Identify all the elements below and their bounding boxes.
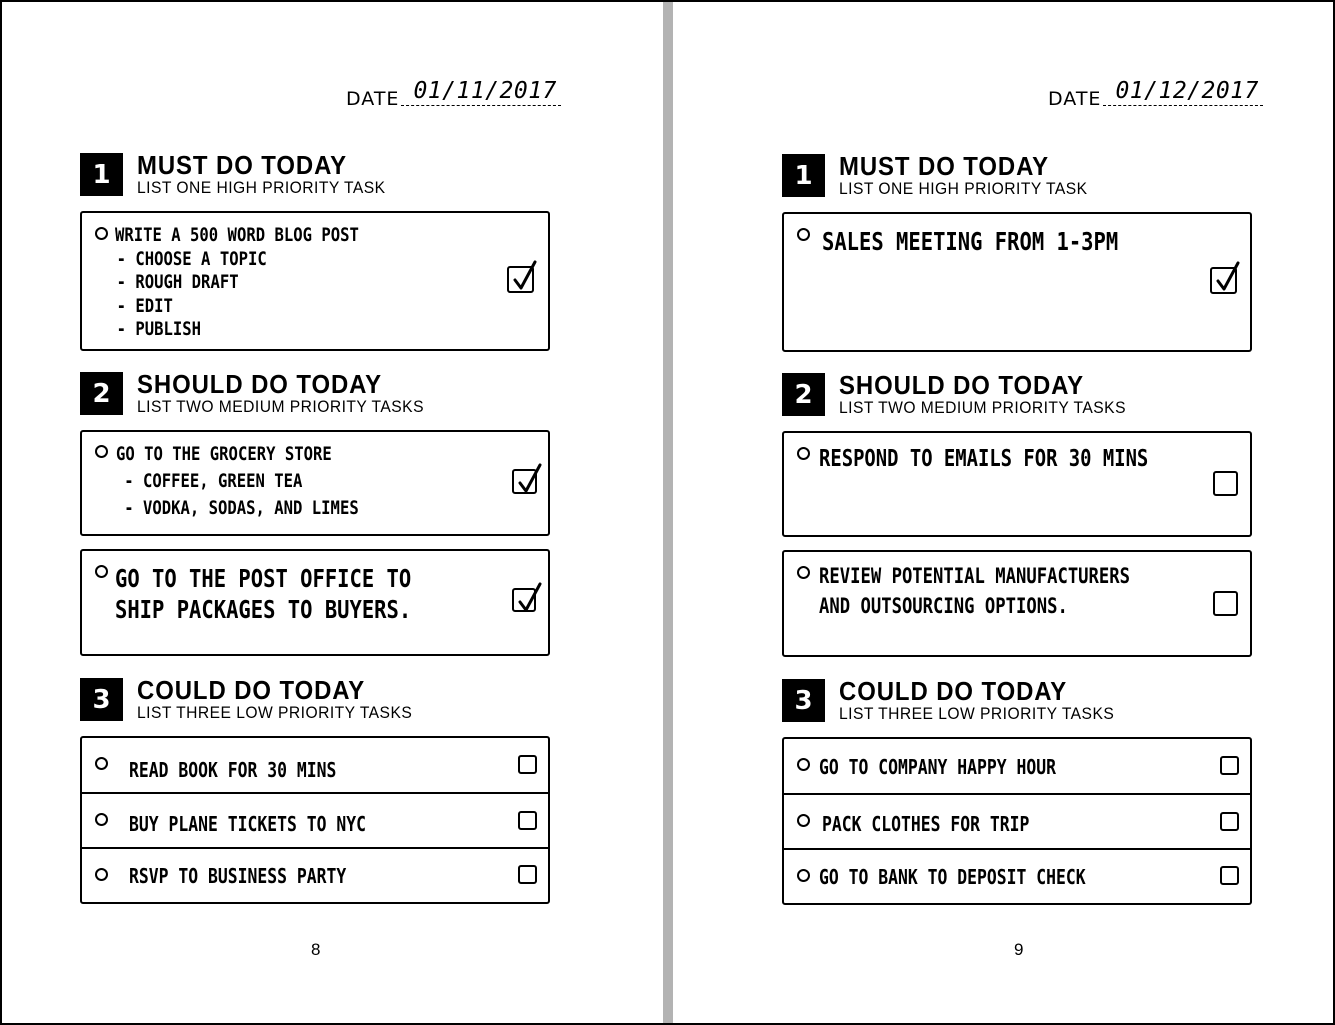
- section-subtitle: LIST THREE LOW PRIORITY TASKS: [839, 704, 1115, 723]
- section-number-badge: 1: [80, 153, 123, 196]
- list-item[interactable]: [82, 738, 548, 794]
- list-item[interactable]: [784, 850, 1250, 906]
- page-left: [2, 2, 661, 1023]
- task-line: REVIEW POTENTIAL MANUFACTURERS: [819, 564, 1131, 588]
- list-item[interactable]: [82, 849, 548, 905]
- check-mark-icon: [1214, 259, 1244, 295]
- list-item[interactable]: [784, 739, 1250, 795]
- section-could-header: [80, 677, 436, 723]
- section-number-badge: 2: [80, 372, 123, 415]
- section-title: COULD DO TODAY: [137, 675, 366, 705]
- date-line[interactable]: [401, 76, 561, 106]
- task-line: - ROUGH DRAFT: [116, 271, 239, 293]
- section-title: SHOULD DO TODAY: [839, 370, 1085, 400]
- task-text: [115, 563, 411, 625]
- bullet-circle: [797, 566, 810, 579]
- task-checkbox[interactable]: [1220, 866, 1239, 885]
- section-should-header: [782, 372, 1151, 418]
- task-checkbox[interactable]: [1210, 267, 1237, 294]
- task-box-must[interactable]: [782, 212, 1252, 352]
- task-line: SHIP PACKAGES TO BUYERS.: [115, 595, 412, 624]
- date-row: [346, 76, 561, 109]
- bullet-circle: [797, 758, 810, 771]
- section-should-header: [80, 371, 449, 417]
- section-title: MUST DO TODAY: [839, 151, 1049, 181]
- task-line: SALES MEETING FROM 1-3PM: [822, 227, 1119, 256]
- task-checkbox[interactable]: [518, 811, 537, 830]
- section-title: COULD DO TODAY: [839, 676, 1068, 706]
- task-text: [822, 226, 1118, 257]
- task-checkbox[interactable]: [1220, 812, 1239, 831]
- task-box-must[interactable]: [80, 211, 550, 351]
- task-box-should-1[interactable]: [782, 431, 1252, 537]
- section-number-badge: 1: [782, 154, 825, 197]
- task-text: READ BOOK FOR 30 MINS: [129, 758, 337, 782]
- section-number-badge: 2: [782, 373, 825, 416]
- bullet-circle: [95, 565, 108, 578]
- task-checkbox[interactable]: [507, 266, 534, 293]
- task-text: RSVP TO BUSINESS PARTY: [129, 864, 347, 888]
- date-line[interactable]: [1103, 76, 1263, 106]
- section-must-header: [80, 152, 407, 198]
- list-item[interactable]: [82, 794, 548, 850]
- task-line: WRITE A 500 WORD BLOG POST: [115, 224, 359, 246]
- task-text: GO TO BANK TO DEPOSIT CHECK: [819, 865, 1086, 889]
- check-mark-icon: [516, 580, 546, 616]
- section-subtitle: LIST TWO MEDIUM PRIORITY TASKS: [137, 397, 424, 416]
- task-box-should-1[interactable]: [80, 430, 550, 536]
- section-title: SHOULD DO TODAY: [137, 369, 383, 399]
- task-text: BUY PLANE TICKETS TO NYC: [129, 811, 366, 836]
- bullet-circle: [95, 227, 108, 240]
- task-line: - VODKA, SODAS, AND LIMES: [124, 497, 359, 519]
- task-text: [116, 441, 359, 522]
- check-mark-icon: [511, 258, 541, 294]
- bullet-circle: [797, 814, 810, 827]
- task-checkbox[interactable]: [1213, 471, 1238, 496]
- bullet-circle: [95, 757, 108, 770]
- task-line: - PUBLISH: [116, 318, 202, 340]
- section-number-badge: 3: [80, 678, 123, 721]
- section-title: MUST DO TODAY: [137, 150, 347, 180]
- page-gutter: [663, 2, 673, 1023]
- could-list: [80, 736, 550, 904]
- date-label: DATE: [1048, 88, 1102, 110]
- task-text: GO TO COMPANY HAPPY HOUR: [819, 755, 1056, 779]
- bullet-circle: [797, 228, 810, 241]
- task-checkbox[interactable]: [518, 755, 537, 774]
- page-number: 8: [311, 940, 321, 959]
- check-mark-icon: [516, 461, 546, 497]
- list-item[interactable]: [784, 795, 1250, 851]
- task-line: - COFFEE, GREEN TEA: [124, 470, 303, 492]
- page-right: [673, 2, 1333, 1023]
- date-label: DATE: [346, 88, 400, 110]
- bullet-circle: [797, 869, 810, 882]
- could-list: [782, 737, 1252, 905]
- section-subtitle: LIST ONE HIGH PRIORITY TASK: [137, 178, 386, 197]
- task-text: [819, 444, 1148, 475]
- task-text: PACK CLOTHES FOR TRIP: [822, 811, 1030, 836]
- section-could-header: [782, 678, 1138, 724]
- bullet-circle: [95, 445, 108, 458]
- task-checkbox[interactable]: [512, 588, 536, 612]
- bullet-circle: [797, 447, 810, 460]
- task-line: AND OUTSOURCING OPTIONS.: [819, 594, 1068, 618]
- task-text: [115, 224, 359, 342]
- task-line: RESPOND TO EMAILS FOR 30 MINS: [819, 446, 1149, 472]
- task-line: GO TO THE POST OFFICE TO: [115, 564, 412, 593]
- task-checkbox[interactable]: [512, 469, 537, 494]
- task-box-should-2[interactable]: [782, 550, 1252, 657]
- task-text: [819, 561, 1130, 621]
- task-box-should-2[interactable]: [80, 549, 550, 656]
- bullet-circle: [95, 868, 108, 881]
- task-line: - CHOOSE A TOPIC: [116, 247, 267, 270]
- task-checkbox[interactable]: [518, 865, 537, 884]
- page-number: 9: [1014, 940, 1024, 959]
- bullet-circle: [95, 813, 108, 826]
- task-line: GO TO THE GROCERY STORE: [116, 443, 332, 465]
- section-subtitle: LIST TWO MEDIUM PRIORITY TASKS: [839, 398, 1126, 417]
- section-subtitle: LIST THREE LOW PRIORITY TASKS: [137, 703, 413, 722]
- task-line: - EDIT: [116, 294, 173, 317]
- section-must-header: [782, 153, 1109, 199]
- task-checkbox[interactable]: [1220, 756, 1239, 775]
- date-row: [1048, 76, 1263, 109]
- date-value: 01/12/2017: [1115, 78, 1259, 104]
- task-checkbox[interactable]: [1213, 591, 1238, 616]
- section-subtitle: LIST ONE HIGH PRIORITY TASK: [839, 179, 1088, 198]
- date-value: 01/11/2017: [413, 78, 557, 104]
- section-number-badge: 3: [782, 679, 825, 722]
